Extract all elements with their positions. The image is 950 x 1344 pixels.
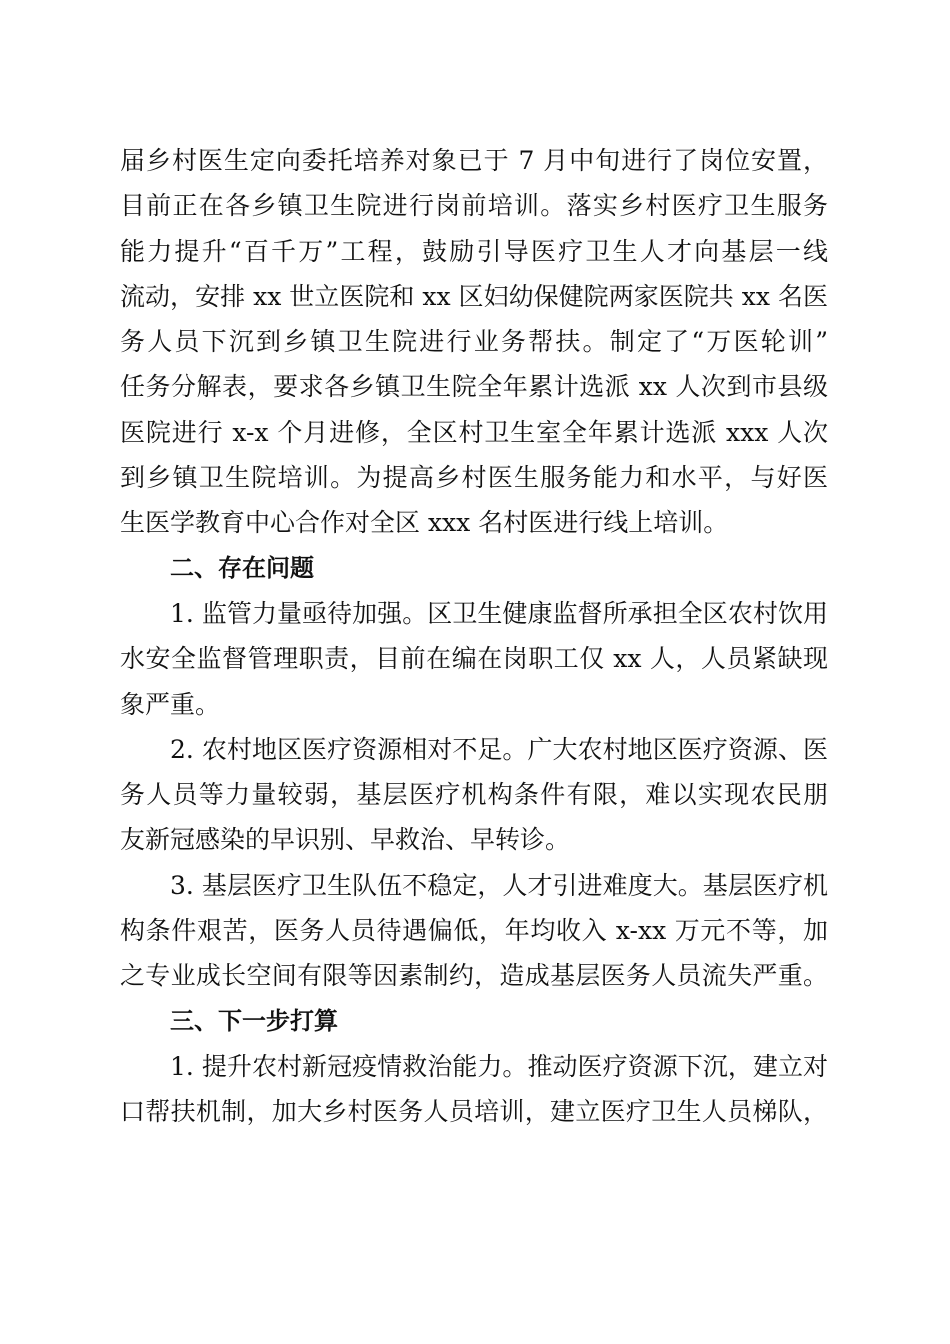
text-line: 1. 提升农村新冠疫情救治能力。推动医疗资源下沉，建立对 (170, 1051, 828, 1081)
section-heading-next-steps: 三、下一步打算 (170, 1006, 338, 1035)
text-line: 医院进行 x-x 个月进修，全区村卫生室全年累计选派 xxx 人次 (120, 417, 828, 447)
text-line: 到乡镇卫生院培训。为提高乡村医生服务能力和水平，与好医 (120, 463, 828, 493)
problem-item-3 (120, 863, 828, 999)
text-line: 生医学教育中心合作对全区 xxx 名村医进行线上培训。 (120, 508, 729, 538)
text-line: 水安全监督管理职责，目前在编在岗职工仅 xx 人，人员紧缺现 (120, 644, 828, 674)
text-line: 1. 监管力量亟待加强。区卫生健康监督所承担全区农村饮用 (170, 598, 828, 628)
text-line: 3. 基层医疗卫生队伍不稳定，人才引进难度大。基层医疗机 (170, 870, 828, 900)
text-line: 目前正在各乡镇卫生院进行岗前培训。落实乡村医疗卫生服务 (120, 191, 828, 221)
text-line: 务人员等力量较弱，基层医疗机构条件有限，难以实现农民朋 (120, 780, 828, 810)
text-line: 之专业成长空间有限等因素制约，造成基层医务人员流失严重。 (120, 961, 828, 991)
plan-item-1 (120, 1044, 828, 1135)
problem-item-1 (120, 591, 828, 727)
text-line: 届乡村医生定向委托培养对象已于 7 月中旬进行了岗位安置， (120, 146, 828, 175)
problem-item-2 (120, 727, 828, 863)
text-line: 象严重。 (120, 689, 221, 719)
text-line: 任务分解表，要求各乡镇卫生院全年累计选派 xx 人次到市县级 (120, 372, 828, 402)
section-heading-problems: 二、存在问题 (170, 553, 314, 582)
text-line: 流动，安排 xx 世立医院和 xx 区妇幼保健院两家医院共 xx 名医 (120, 281, 828, 311)
text-line: 2. 农村地区医疗资源相对不足。广大农村地区医疗资源、医 (170, 734, 828, 764)
intro-paragraph (120, 138, 828, 546)
text-line: 口帮扶机制，加大乡村医务人员培训，建立医疗卫生人员梯队， (120, 1097, 828, 1127)
text-line: 务人员下沉到乡镇卫生院进行业务帮扶。制定了“万医轮训” (120, 327, 828, 357)
text-line: 能力提升“百千万”工程，鼓励引导医疗卫生人才向基层一线 (120, 236, 828, 266)
text-line: 构条件艰苦，医务人员待遇偏低，年均收入 x-xx 万元不等，加 (120, 916, 828, 946)
text-line: 友新冠感染的早识别、早救治、早转诊。 (120, 825, 571, 855)
document-body (120, 138, 828, 1135)
